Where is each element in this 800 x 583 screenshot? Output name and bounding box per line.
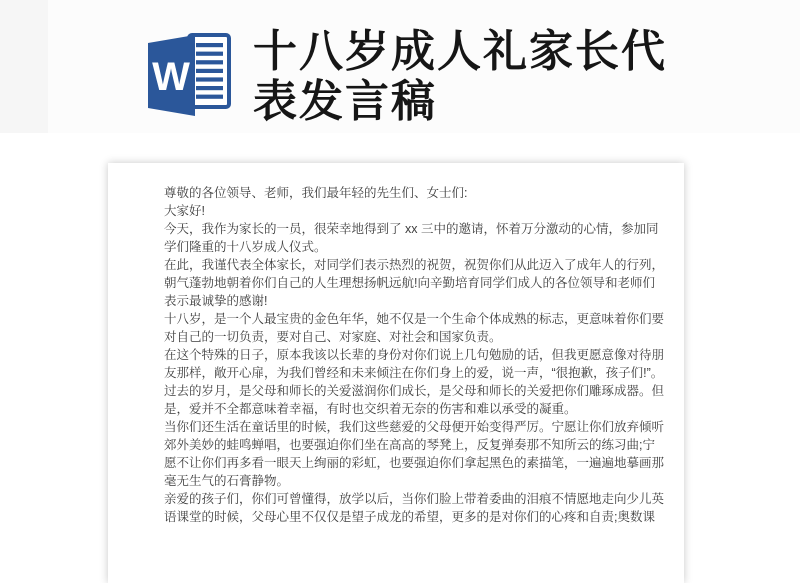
- word-icon-graphic: [140, 32, 232, 118]
- document-paragraph: 十八岁，是一个人最宝贵的金色年华，她不仅是一个生命个体成熟的标志，更意味着你们要对自己的一切负责，要对自己、对家庭、对社会和国家负责。: [164, 312, 665, 344]
- document-paragraph: 亲爱的孩子们，你们可曾懂得，放学以后，当你们脸上带着委曲的泪痕不情愿地走向少儿英语课堂的时候，父母心里不仅仅是望子成龙的希望，更多的是对你们的心疼和自责;奥数课: [164, 492, 665, 524]
- document-paragraph: 大家好!: [164, 204, 205, 218]
- document-page-sheet: [108, 163, 684, 583]
- document-paragraph: 在这个特殊的日子，原本我该以长辈的身份对你们说上几句勉励的话，但我更愿意像对待朋友那样，敞开心扉，为我们曾经和未来倾注在你们身上的爱，说一声，“很抱歉，孩子们!”。过去的岁月，是父母和师长的关爱滋润你们成长，是父母和师长的关爱把你们雕琢成器。但是，爱并不全都意味着幸福，有时也交织着无奈的伤害和难以承受的凝重。: [164, 348, 665, 416]
- document-body: [164, 184, 664, 526]
- document-paragraph: 在此，我谨代表全体家长，对同学们表示热烈的祝贺，祝贺你们从此迈入了成年人的行列，朝气蓬勃地朝着你们自己的人生理想扬帆远航!向辛勤培育同学们成人的各位领导和老师们表示最诚挚的感谢!: [164, 258, 665, 308]
- document-header: [140, 27, 699, 127]
- background-left-strip: [0, 0, 48, 133]
- word-document-icon: [140, 32, 232, 118]
- page-title: 十八岁成人礼家长代表发言稿: [253, 27, 667, 126]
- word-icon-letter: W: [152, 55, 190, 99]
- document-paragraph: 当你们还生活在童话里的时候，我们这些慈爱的父母便开始变得严厉。宁愿让你们放弃倾听郊外美妙的蛙鸣蝉唱，也要强迫你们坐在高高的琴凳上，反复弹奏那不知所云的练习曲;宁愿不让你们再多看一眼天上绚丽的彩虹，也要强迫你们拿起黑色的素描笔，一遍遍地摹画那毫无生气的石膏静物。: [164, 420, 665, 488]
- document-paragraph: 尊敬的各位领导、老师，我们最年轻的先生们、女士们:: [164, 186, 468, 200]
- document-paragraph: 今天，我作为家长的一员，很荣幸地得到了 xx 三中的邀请，怀着万分激动的心情，参加同学们隆重的十八岁成人仪式。: [164, 222, 659, 254]
